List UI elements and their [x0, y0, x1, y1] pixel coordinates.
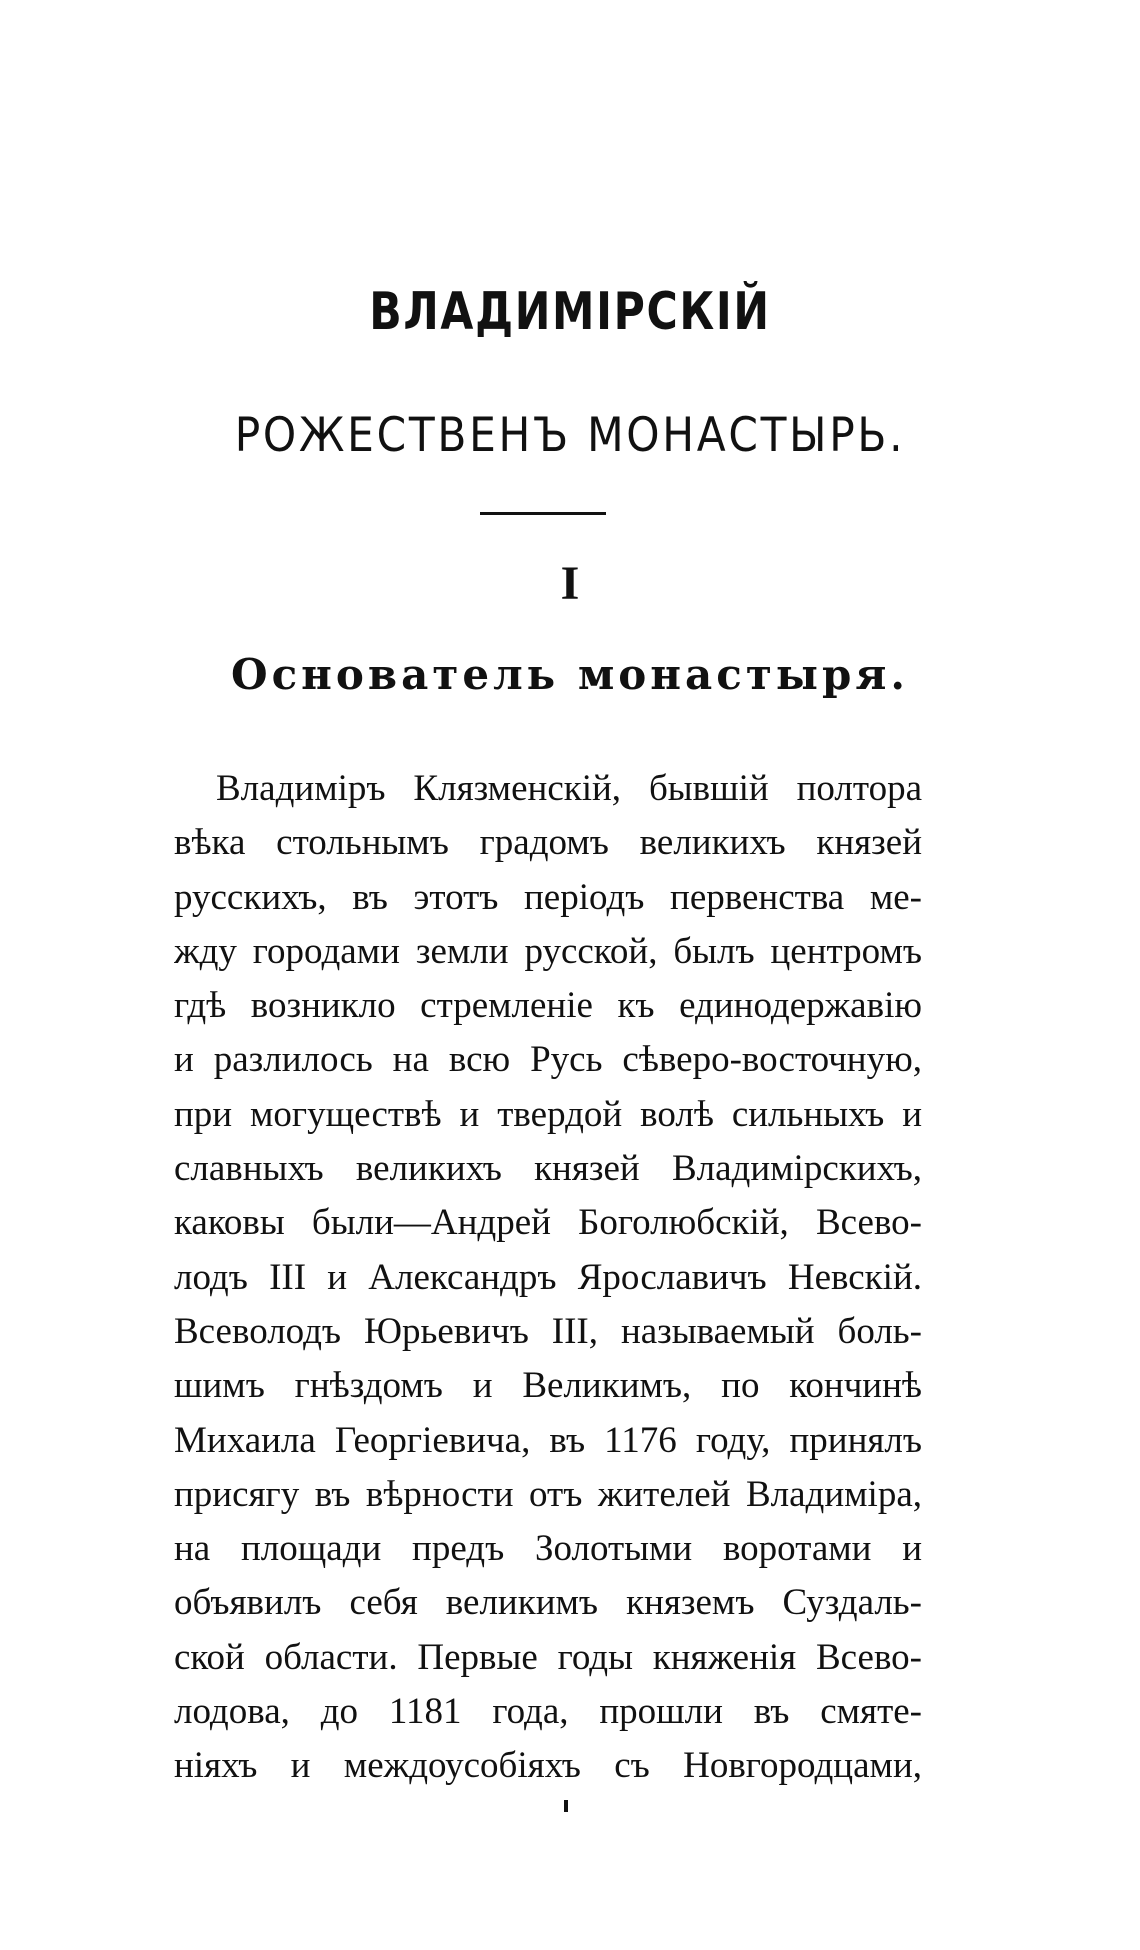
text-line: ніяхъ и междоусобіяхъ съ Новгородцами, — [174, 1745, 922, 1787]
text-line: ской области. Первые годы княженія Всево- — [174, 1636, 922, 1678]
text-line: Всеволодъ Юрьевичъ III, называемый боль- — [174, 1310, 922, 1352]
text-line: на площади предъ Золотыми воротами и — [174, 1528, 922, 1570]
title-divider — [480, 512, 606, 515]
text-line: при могуществѣ и твердой волѣ сильныхъ и — [174, 1093, 922, 1135]
text-line: шимъ гнѣздомъ и Великимъ, по кончинѣ — [174, 1365, 922, 1407]
text-line: славныхъ великихъ князей Владимірскихъ, — [174, 1148, 922, 1190]
text-line: каковы были—Андрей Боголюбскій, Всево- — [174, 1202, 922, 1244]
page-subtitle: РОЖЕСТВЕНЪ МОНАСТЫРЬ. — [234, 408, 906, 463]
text-line: Владиміръ Клязменскій, бывшій полтора — [216, 768, 922, 809]
text-line: и разлилось на всю Русь сѣверо-восточную, — [174, 1039, 922, 1081]
page-mark — [564, 1800, 568, 1812]
text-line: лодова, до 1181 года, прошли въ смяте- — [174, 1691, 922, 1733]
text-line: объявилъ себя великимъ княземъ Суздаль- — [174, 1582, 922, 1624]
text-line: вѣка стольнымъ градомъ великихъ князей — [174, 822, 922, 864]
chapter-title: Основатель монастыря. — [231, 650, 909, 699]
text-line: Михаила Георгіевича, въ 1176 году, принялъ — [174, 1419, 922, 1461]
chapter-number: I — [560, 557, 580, 610]
page-title: ВЛАДИМІРСКІЙ — [369, 282, 771, 342]
text-line: жду городами земли русской, былъ центромъ — [174, 930, 922, 972]
body-text — [174, 762, 922, 1794]
text-line: присягу въ вѣрности отъ жителей Владиміра, — [174, 1473, 922, 1515]
text-line: русскихъ, въ этотъ періодъ первенства ме- — [174, 876, 922, 918]
text-line: лодъ III и Александръ Ярославичъ Невскій. — [174, 1256, 922, 1298]
text-line: гдѣ возникло стремленіе къ единодержавію — [174, 985, 922, 1027]
